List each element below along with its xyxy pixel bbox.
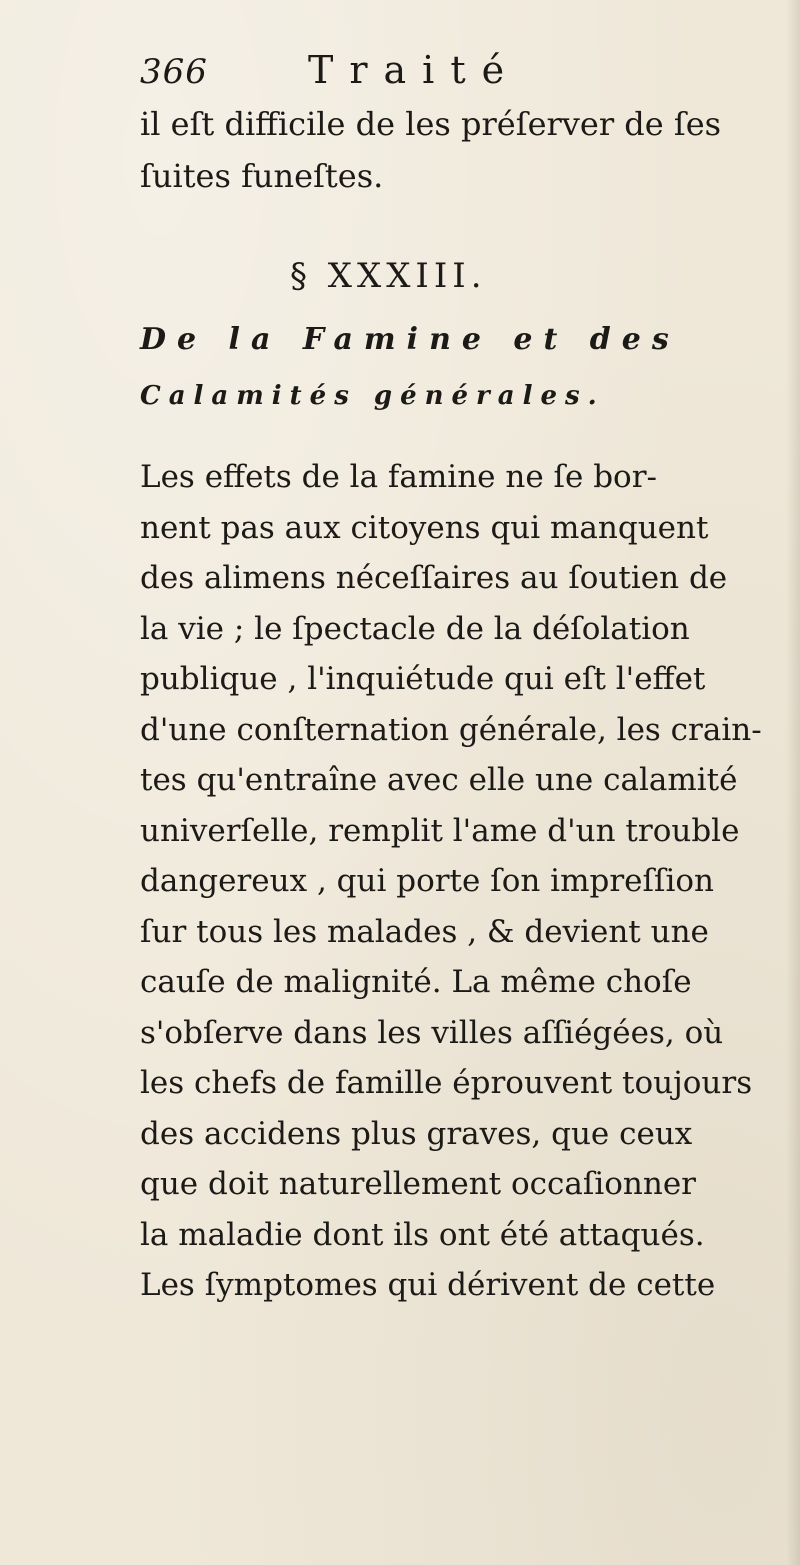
- body-line: les chefs de famille éprouvent toujours: [140, 1065, 753, 1101]
- body-line: des accidens plus graves, que ceux: [140, 1115, 693, 1152]
- body-line: Les ſymptomes qui dérivent de cette: [140, 1267, 716, 1303]
- body-line: Les effets de la famine ne ſe bor-: [140, 459, 657, 495]
- body-line: univerſelle, remplit l'ame d'un trouble: [140, 812, 740, 849]
- section-number: § XXXIII.: [290, 256, 487, 296]
- running-head: [140, 48, 740, 100]
- body-line: d'une conſternation générale, les crain-: [140, 711, 762, 748]
- body-line: la maladie dont ils ont été attaqués.: [140, 1216, 705, 1253]
- body-line: tes qu'entraîne avec elle une calamité: [140, 762, 738, 798]
- body-line: que doit naturellement occaſionner: [140, 1166, 696, 1202]
- body-line: publique , l'inquiétude qui eſt l'effet: [140, 661, 706, 697]
- page-edge-shadow: [786, 0, 800, 1565]
- body-paragraph: [140, 452, 780, 1311]
- running-title: Traité: [308, 48, 521, 92]
- body-line: cauſe de malignité. La même choſe: [140, 964, 692, 1000]
- section-heading-line-1: De la Famine et des: [140, 322, 680, 357]
- body-line: la vie ; le ſpectacle de la déſolation: [140, 610, 690, 647]
- intro-line-1: il eſt difficile de les préſerver de ſes: [140, 105, 722, 143]
- intro-line-2: ſuites funeſtes.: [140, 157, 384, 195]
- page-number: 366: [140, 52, 208, 92]
- body-line: nent pas aux citoyens qui manquent: [140, 509, 709, 546]
- body-line: ſur tous les malades , & devient une: [140, 913, 709, 950]
- section-heading-line-2: Calamités générales.: [140, 381, 605, 411]
- body-line: s'obſerve dans les villes aſſiégées, où: [140, 1014, 724, 1051]
- body-line: dangereux , qui porte ſon impreſſion: [140, 863, 714, 899]
- body-line: des alimens néceſſaires au ſoutien de: [140, 560, 728, 596]
